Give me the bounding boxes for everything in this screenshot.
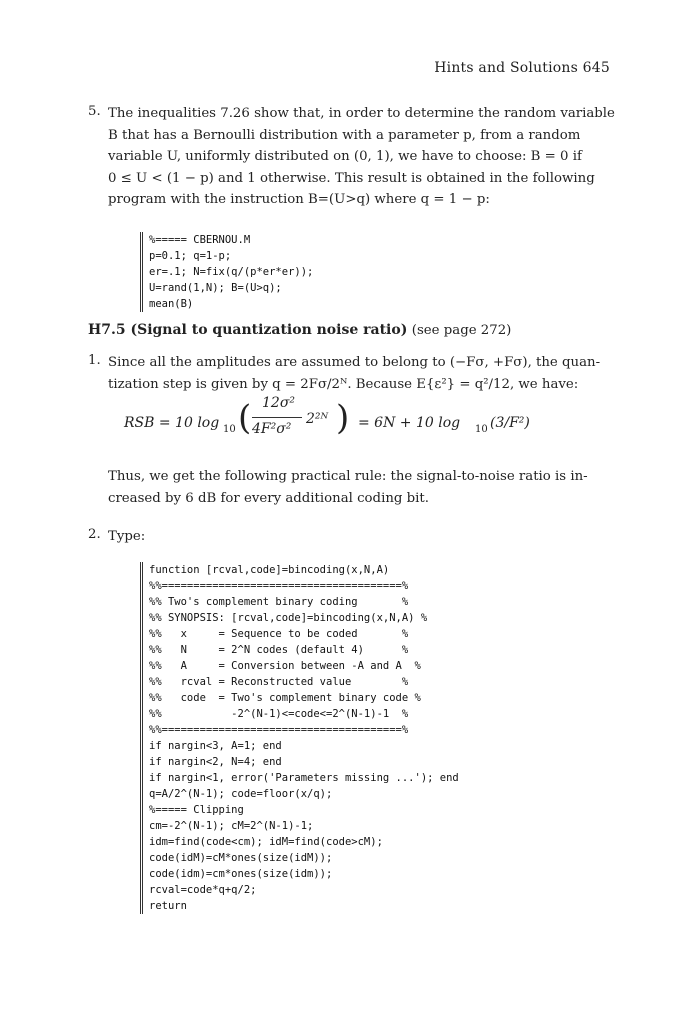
item-5-line-1: The inequalities 7.26 show that, in order to determine the random variable [108,106,615,121]
item-1-after-line-2: creased by 6 dB for every additional coding bit. [108,490,429,506]
code-line: %% code = Two's complement binary code % [149,692,421,704]
eq-left-paren: ( [238,398,252,438]
cbernou-code-listing [140,232,313,312]
code-line: cm=-2^(N-1); cM=2^(N-1)-1; [149,820,314,832]
code-line: q=A/2^(N-1); code=floor(x/q); [149,788,333,800]
eq-tail: (3/F²) [490,415,530,431]
item-5-line-5: program with the instruction B=(U>q) where q = 1 − p: [108,192,490,207]
section-label: H7.5 (Signal to quantization noise ratio) [88,322,408,338]
code-line: %%======================================% [149,580,409,592]
item-5-number: 5. [88,104,101,119]
eq-rhs: = 6N + 10 log [358,415,461,431]
item-1-number: 1. [88,353,101,368]
section-heading [88,322,511,338]
code-line: %% A = Conversion between -A and A % [149,660,421,672]
item-1-line-2: tization step is given by q = 2Fσ/2ᴺ. Because E{ε²} = q²/12, we have: [108,376,579,392]
code-line: mean(B) [149,298,194,310]
code-line: rcval=code*q+q/2; [149,884,257,896]
running-head: Hints and Solutions 645 [434,60,610,76]
code-line: %% SYNOPSIS: [rcval,code]=bincoding(x,N,A) % [149,612,428,624]
code-line: %% -2^(N-1)<=code<=2^(N-1)-1 % [149,708,409,720]
code-line: p=0.1; q=1-p; [149,250,232,262]
code-line: idm=find(code<cm); idM=find(code>cM); [149,836,383,848]
bincoding-code-listing [140,562,459,914]
code-line: code(idM)=cM*ones(size(idM)); [149,852,333,864]
item-1-line-1: Since all the amplitudes are assumed to belong to (−Fσ, +Fσ), the quan- [108,355,601,370]
code-line: %% Two's complement binary coding % [149,596,409,608]
code-line: if nargin<1, error('Parameters missing ...'); end [149,772,459,784]
code-line: if nargin<3, A=1; end [149,740,282,752]
rsb-equation [124,393,604,449]
code-line: return [149,900,187,912]
eq-sub-10b: 10 [475,424,488,435]
eq-denominator: 4F²σ² [252,421,292,437]
code-line: %%======================================% [149,724,409,736]
item-1-after-line-1: Thus, we get the following practical rule: the signal-to-noise ratio is in- [108,469,588,484]
item-5-text [108,103,615,211]
item-1-text [108,352,610,395]
eq-fraction-bar [252,417,302,418]
item-2-number: 2. [88,527,101,542]
code-line: %===== Clipping [149,804,244,816]
section-page-ref: (see page 272) [411,323,512,338]
code-line: if nargin<2, N=4; end [149,756,282,768]
code-line: er=.1; N=fix(q/(p*er*er)); [149,266,314,278]
code-line: %% x = Sequence to be coded % [149,628,409,640]
item-1-after [108,466,610,509]
code-line: %% rcval = Reconstructed value % [149,676,409,688]
code-line: function [rcval,code]=bincoding(x,N,A) [149,564,390,576]
code-line: %===== CBERNOU.M [149,234,251,246]
code-line: code(idm)=cm*ones(size(idm)); [149,868,333,880]
eq-lhs: RSB = 10 log [124,415,220,431]
item-5-line-2: B that has a Bernoulli distribution with a parameter p, from a random [108,127,581,143]
code-line: %% N = 2^N codes (default 4) % [149,644,409,656]
eq-factor: 2²ᴺ [306,411,329,427]
eq-numerator: 12σ² [262,395,295,411]
item-2-intro [108,526,610,548]
eq-sub-10a: 10 [223,424,236,435]
eq-right-paren: ) [336,398,350,438]
item-2-intro-line: Type: [108,529,146,544]
code-line: U=rand(1,N); B=(U>q); [149,282,282,294]
item-5-line-4: 0 ≤ U < (1 − p) and 1 otherwise. This result is obtained in the following [108,170,595,186]
item-5-line-3: variable U, uniformly distributed on (0, 1), we have to choose: B = 0 if [108,149,582,164]
